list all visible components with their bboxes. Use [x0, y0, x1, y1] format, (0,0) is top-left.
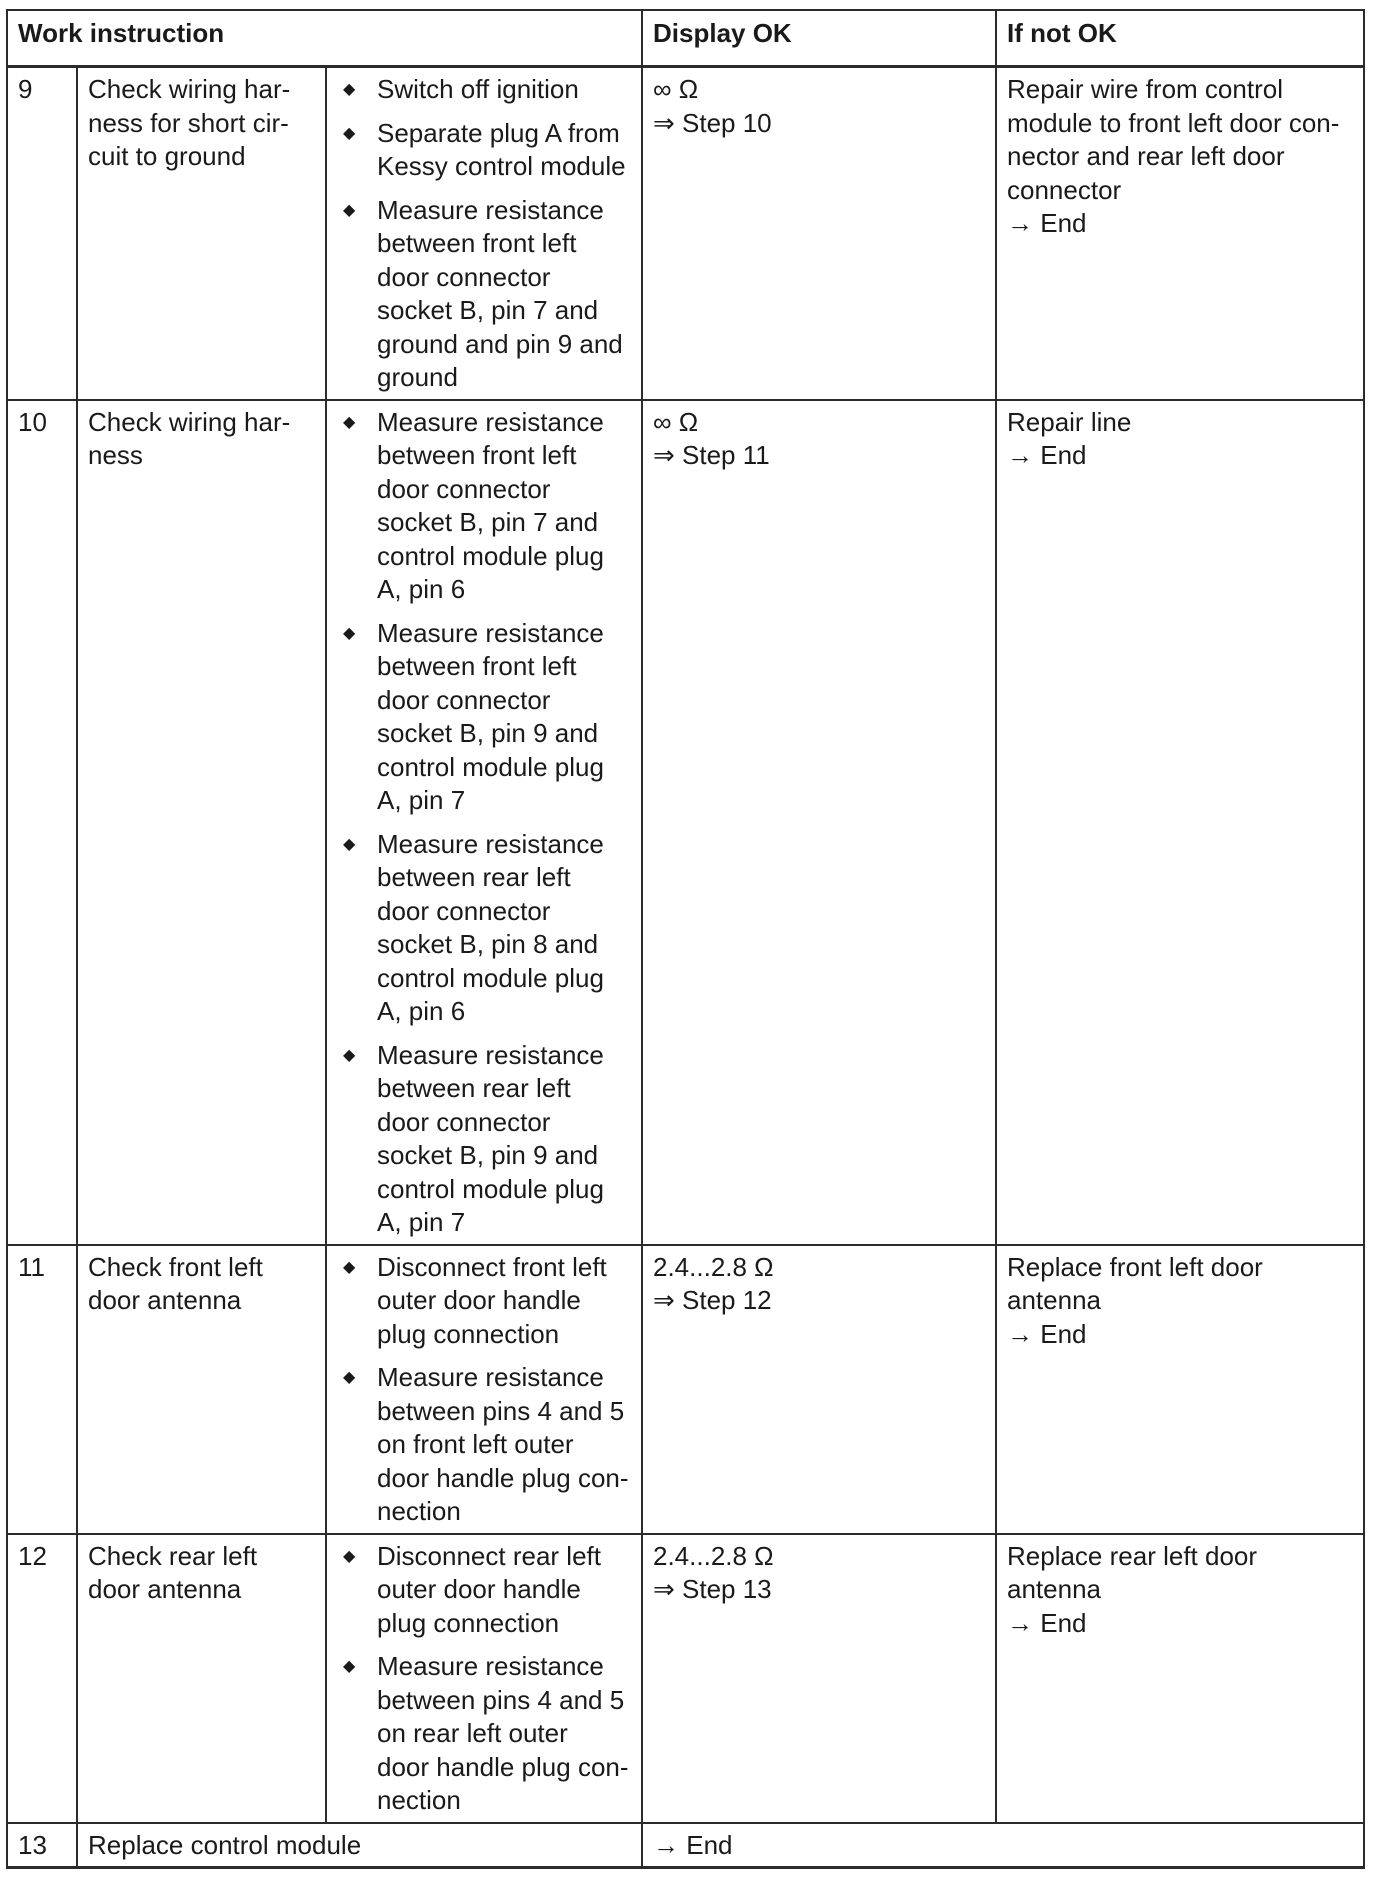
action-item [337, 1650, 631, 1818]
action-item [337, 1251, 631, 1352]
if-not-ok-cell [996, 1534, 1364, 1823]
next-step: ⇒ Step 11 [653, 440, 770, 470]
action-text: Measure resistance between front left door connector socket B, pin 7 and ground and pin 9 and ground [377, 194, 623, 392]
diamond-bullet-icon: ◆ [343, 1369, 356, 1386]
end-marker: → End [1007, 1318, 1087, 1349]
check-description: Check front left door antenna [77, 1245, 326, 1534]
step-number: 12 [7, 1534, 77, 1823]
final-instruction: Replace control module [77, 1823, 642, 1868]
diamond-bullet-icon: ◆ [343, 1258, 356, 1276]
action-item [337, 73, 631, 107]
action-item [337, 1039, 631, 1240]
check-description: Check wiring har- ness [77, 400, 326, 1245]
header-display-ok: Display OK [642, 10, 996, 67]
action-text: Switch off ignition [377, 74, 579, 104]
step-number: 13 [7, 1823, 77, 1868]
step-number: 11 [7, 1245, 77, 1534]
expected-value: ∞ Ω [653, 74, 699, 104]
if-not-ok-cell [996, 67, 1364, 400]
action-item [337, 194, 631, 395]
repair-instruction: Replace rear left door antenna [1007, 1540, 1258, 1604]
action-item [337, 828, 631, 1029]
action-list-cell [326, 1534, 642, 1823]
diamond-bullet-icon: ◆ [343, 124, 356, 142]
action-text: Disconnect front left outer door handle plug connection [377, 1251, 607, 1349]
work-instruction-table [6, 9, 1365, 1869]
display-ok-cell [642, 67, 996, 400]
step-number: 10 [7, 400, 77, 1245]
final-display-ok: → End [642, 1823, 1364, 1868]
diamond-bullet-icon: ◆ [343, 1658, 356, 1675]
action-item [337, 1540, 631, 1641]
diamond-bullet-icon: ◆ [343, 201, 356, 219]
expected-value: 2.4...2.8 Ω [653, 1540, 774, 1571]
diamond-bullet-icon: ◆ [343, 81, 356, 98]
action-list-cell [326, 1245, 642, 1534]
check-description: Check rear left door antenna [77, 1534, 326, 1823]
display-ok-cell [642, 400, 996, 1245]
diamond-bullet-icon: ◆ [343, 624, 356, 642]
next-step: ⇒ Step 10 [653, 107, 772, 138]
action-text: Measure resistance between rear left door connector socket B, pin 8 and control module plug A, pin 6 [377, 828, 604, 1026]
table-body [7, 67, 1364, 1823]
action-item [337, 1361, 631, 1529]
diamond-bullet-icon: ◆ [343, 1547, 356, 1565]
if-not-ok-cell [996, 1245, 1364, 1534]
action-list-cell [326, 400, 642, 1245]
table-row-final [7, 1823, 1364, 1868]
action-text: Measure resistance between pins 4 and 5 on rear left outer door handle plug con- nection [377, 1651, 629, 1815]
action-list [337, 73, 631, 395]
action-list-cell [326, 67, 642, 400]
table-row [7, 1245, 1364, 1534]
diamond-bullet-icon: ◆ [343, 413, 356, 431]
action-item [337, 617, 631, 818]
next-step: ⇒ Step 13 [653, 1574, 772, 1604]
display-ok-cell [642, 1245, 996, 1534]
table-row [7, 400, 1364, 1245]
repair-instruction: Repair line [1007, 406, 1132, 437]
header-row [7, 10, 1364, 67]
action-item [337, 117, 631, 184]
repair-instruction: Repair wire from control module to front left door con- nector and rear left door connector [1007, 74, 1340, 205]
table-row [7, 67, 1364, 400]
diamond-bullet-icon: ◆ [343, 1046, 356, 1064]
expected-value: 2.4...2.8 Ω [653, 1251, 774, 1282]
expected-value: ∞ Ω [653, 406, 699, 437]
action-text: Measure resistance between pins 4 and 5 on front left outer door handle plug con- nection [377, 1362, 629, 1526]
action-text: Disconnect rear left outer door handle plug connection [377, 1540, 601, 1638]
action-list [337, 406, 631, 1240]
step-number: 9 [7, 67, 77, 400]
action-text: Separate plug A from Kessy control module [377, 117, 626, 181]
table-row [7, 1534, 1364, 1823]
action-list [337, 1251, 631, 1529]
if-not-ok-cell [996, 400, 1364, 1245]
repair-instruction: Replace front left door antenna [1007, 1251, 1263, 1315]
end-marker: → End [1007, 440, 1087, 470]
action-text: Measure resistance between front left door connector socket B, pin 9 and control module plug A, pin 7 [377, 617, 604, 815]
action-list [337, 1540, 631, 1818]
diamond-bullet-icon: ◆ [343, 835, 356, 853]
action-text: Measure resistance between front left door connector socket B, pin 7 and control module plug A, pin 6 [377, 406, 604, 604]
next-step: ⇒ Step 12 [653, 1285, 772, 1315]
end-marker: → End [1007, 208, 1087, 238]
header-if-not-ok: If not OK [996, 10, 1364, 67]
end-marker: → End [1007, 1607, 1087, 1638]
header-work-instruction: Work instruction [7, 10, 642, 67]
action-item [337, 406, 631, 607]
check-description: Check wiring har- ness for short cir- cuit to ground [77, 67, 326, 400]
display-ok-cell [642, 1534, 996, 1823]
action-text: Measure resistance between rear left door connector socket B, pin 9 and control module plug A, pin 7 [377, 1039, 604, 1237]
